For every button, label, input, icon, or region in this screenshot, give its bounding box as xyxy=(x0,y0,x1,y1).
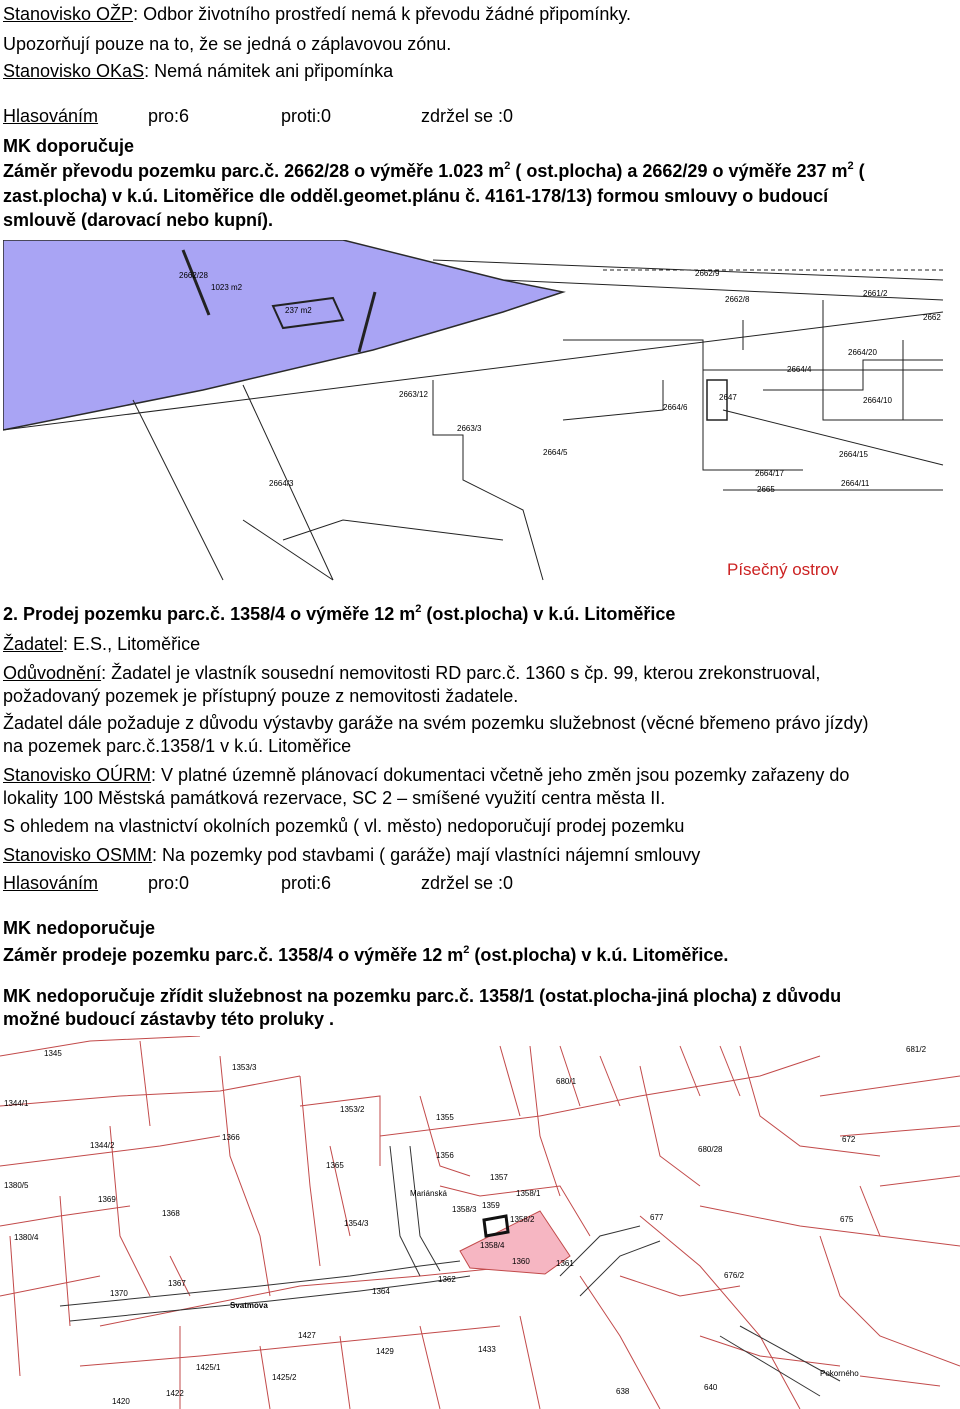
map2-label-23: 1370 xyxy=(110,1289,128,1298)
map1-label-16: 2664/17 xyxy=(755,469,784,478)
map2-label-15: 1358/3 xyxy=(452,1205,477,1214)
vote-proti: proti:6 xyxy=(281,873,332,893)
intent-1-line3: smlouvě (darovací nebo kupní). xyxy=(3,210,274,230)
superscript: 2 xyxy=(463,944,470,956)
map2-label-16: 1359 xyxy=(482,1201,500,1210)
reason-text: : Žadatel je vlastník sousední nemovitosti RD parc.č. 1360 s čp. 99, kterou zrekonstruoval, xyxy=(101,663,821,683)
map2-label-11: 1369 xyxy=(98,1195,116,1204)
map2-label-28: 1425/1 xyxy=(196,1363,221,1372)
map2-street-2: Pokorného xyxy=(820,1369,859,1378)
easement-reject-line2: možné budoucí zástavby této proluky . xyxy=(3,1009,335,1029)
superscript: 2 xyxy=(504,160,511,172)
ourm-text: : V platné územně plánovací dokumentaci včetně jeho změn jsou pozemky zařazeny do xyxy=(151,765,850,785)
applicant-label: Žadatel xyxy=(3,634,64,654)
intent-1-line2: zast.plocha) v k.ú. Litoměřice dle odděl.geomet.plánu č. 4161-178/13) formou smlouvy o budoucí xyxy=(3,186,829,206)
intent-1-part-c: ( xyxy=(853,161,865,181)
map2-label-6: 1365 xyxy=(326,1161,344,1170)
map2-label-38: 680/28 xyxy=(698,1145,723,1154)
map2-label-20: 1360 xyxy=(512,1257,530,1266)
easement-line2: na pozemek parc.č.1358/1 v k.ú. Litoměřice xyxy=(3,736,352,756)
map2-label-10: 1380/5 xyxy=(4,1181,29,1190)
map2-label-26: 1427 xyxy=(298,1331,316,1340)
map2-label-17: 1358/2 xyxy=(510,1215,535,1224)
reason-label: Odůvodnění xyxy=(3,663,102,683)
map2-label-40: 638 xyxy=(616,1387,630,1396)
osmm-opinion xyxy=(3,844,700,866)
ourm-line2: lokality 100 Městská památková rezervace, SC 2 – smíšené využití centra města II. xyxy=(3,788,666,808)
ozp-label: Stanovisko OŽP xyxy=(3,4,134,24)
map2-label-5: 1344/2 xyxy=(90,1141,115,1150)
map1-label-0: 2662/28 xyxy=(179,271,208,280)
map2-label-1: 1353/3 xyxy=(232,1063,257,1072)
map2-label-34: 675 xyxy=(840,1215,854,1224)
map2-label-39: 640 xyxy=(704,1383,718,1392)
map2-street-1: Mariánská xyxy=(410,1189,447,1198)
ownership-line: S ohledem na vlastnictví okolních pozemků ( vl. město) nedoporučují prodej pozemku xyxy=(3,816,685,836)
map2-label-4: 1366 xyxy=(222,1133,240,1142)
map1-label-4: 2662/8 xyxy=(725,295,750,304)
map2-label-19: 1358/4 xyxy=(480,1241,505,1250)
superscript: 2 xyxy=(847,160,854,172)
map2-label-18: 1358/1 xyxy=(516,1189,541,1198)
vote-label: Hlasováním xyxy=(3,106,99,126)
map2-label-32: 680/1 xyxy=(556,1077,577,1086)
vote-zdrzel: zdržel se :0 xyxy=(421,873,514,893)
map1-label-9: 2663/12 xyxy=(399,390,428,399)
map2-label-12: 1368 xyxy=(162,1209,180,1218)
okas-opinion xyxy=(3,60,393,82)
ozp-text: : Odbor životního prostředí nemá k převodu žádné připomínky. xyxy=(133,4,631,24)
intent-1-line1 xyxy=(3,160,865,182)
map1-label-19: 2664/11 xyxy=(841,479,870,488)
map2-street-0: Svatmova xyxy=(230,1301,268,1310)
map-2-svg xyxy=(0,1036,960,1409)
easement-reject-line1: MK nedoporučuje zřídit služebnost na pozemku parc.č. 1358/1 (ostat.plocha-jiná plocha) z důvodu xyxy=(3,986,842,1006)
map2-label-21: 1361 xyxy=(556,1259,574,1268)
map2-label-31: 1422 xyxy=(166,1389,184,1398)
map2-label-3: 1353/2 xyxy=(340,1105,365,1114)
map1-label-6: 2662 xyxy=(923,313,941,322)
ourm-opinion xyxy=(3,764,849,786)
vote-label: Hlasováním xyxy=(3,873,99,893)
map1-label-18: 2665 xyxy=(757,485,775,494)
vote-pro: pro:0 xyxy=(148,873,190,893)
map1-label-12: 2664/10 xyxy=(863,396,892,405)
map2-label-30: 1420 xyxy=(112,1397,130,1406)
map1-label-15: 2664/15 xyxy=(839,450,868,459)
section-2-heading xyxy=(3,603,675,625)
reason xyxy=(3,662,820,684)
map2-label-24: 1364 xyxy=(372,1287,390,1296)
map1-label-13: 2663/3 xyxy=(457,424,482,433)
heading-part-b: (ost.plocha) v k.ú. Litoměřice xyxy=(421,604,676,624)
ozp-note: Upozorňují pouze na to, že se jedná o záplavovou zónu. xyxy=(3,34,452,54)
cadastral-map-1 xyxy=(3,240,945,582)
intent-2-part-a: Záměr prodeje pozemku parc.č. 1358/4 o výměře 12 m xyxy=(3,945,464,965)
recommendation-2: MK nedoporučuje xyxy=(3,918,155,938)
map1-label-2: 237 m2 xyxy=(285,306,312,315)
map1-place-label: Písečný ostrov xyxy=(727,560,839,579)
map2-label-14: 1354/3 xyxy=(344,1219,369,1228)
osmm-text: : Na pozemky pod stavbami ( garáže) mají vlastníci nájemní smlouvy xyxy=(152,845,701,865)
map1-label-1: 1023 m2 xyxy=(211,283,243,292)
intent-1-part-b: ( ost.plocha) a 2662/29 o výměře 237 m xyxy=(510,161,848,181)
map1-label-7: 2664/20 xyxy=(848,348,877,357)
vote-pro: pro:6 xyxy=(148,106,190,126)
okas-text: : Nemá námitek ani připomínka xyxy=(144,61,394,81)
intent-2 xyxy=(3,944,728,966)
map2-label-22: 1367 xyxy=(168,1279,186,1288)
map2-label-35: 677 xyxy=(650,1213,664,1222)
osmm-label: Stanovisko OSMM xyxy=(3,845,153,865)
map1-label-5: 2661/2 xyxy=(863,289,888,298)
intent-2-part-b: (ost.plocha) v k.ú. Litoměřice. xyxy=(469,945,729,965)
map1-label-17: 2664/3 xyxy=(269,479,294,488)
recommendation-1: MK doporučuje xyxy=(3,136,134,156)
intent-1-part-a: Záměr převodu pozemku parc.č. 2662/28 o výměře 1.023 m xyxy=(3,161,505,181)
map2-label-25: 1362 xyxy=(438,1275,456,1284)
applicant-text: : E.S., Litoměřice xyxy=(63,634,201,654)
reason-line2: požadovaný pozemek je přístupný pouze z nemovitosti žadatele. xyxy=(3,686,519,706)
map2-label-0: 1345 xyxy=(44,1049,62,1058)
map2-label-36: 676/2 xyxy=(724,1271,745,1280)
map2-label-41: 1433 xyxy=(478,1345,496,1354)
ozp-opinion xyxy=(3,3,631,25)
superscript: 2 xyxy=(415,603,422,615)
heading-part-a: 2. Prodej pozemku parc.č. 1358/4 o výměře 12 m xyxy=(3,604,416,624)
map2-label-8: 1356 xyxy=(436,1151,454,1160)
cadastral-map-2 xyxy=(0,1036,960,1409)
ourm-label: Stanovisko OÚRM xyxy=(3,765,152,785)
easement-line1: Žadatel dále požaduje z důvodu výstavby garáže na svém pozemku služebnost (věcné břemeno právo jízdy) xyxy=(3,713,869,733)
map1-label-8: 2664/4 xyxy=(787,365,812,374)
map1-label-14: 2664/5 xyxy=(543,448,568,457)
okas-label: Stanovisko OKaS xyxy=(3,61,145,81)
map1-label-3: 2662/9 xyxy=(695,269,720,278)
vote-proti: proti:0 xyxy=(281,106,332,126)
map2-label-13: 1380/4 xyxy=(14,1233,39,1242)
map-1-svg xyxy=(3,240,945,582)
map1-label-10: 2664/6 xyxy=(663,403,688,412)
map2-label-2: 1344/1 xyxy=(4,1099,29,1108)
map2-label-33: 672 xyxy=(842,1135,856,1144)
map2-label-7: 1355 xyxy=(436,1113,454,1122)
applicant xyxy=(3,633,200,655)
map1-label-11: 2647 xyxy=(719,393,737,402)
map2-label-9: 1357 xyxy=(490,1173,508,1182)
map2-label-37: 681/2 xyxy=(906,1045,927,1054)
map2-label-27: 1429 xyxy=(376,1347,394,1356)
map2-label-29: 1425/2 xyxy=(272,1373,297,1382)
vote-zdrzel: zdržel se :0 xyxy=(421,106,514,126)
